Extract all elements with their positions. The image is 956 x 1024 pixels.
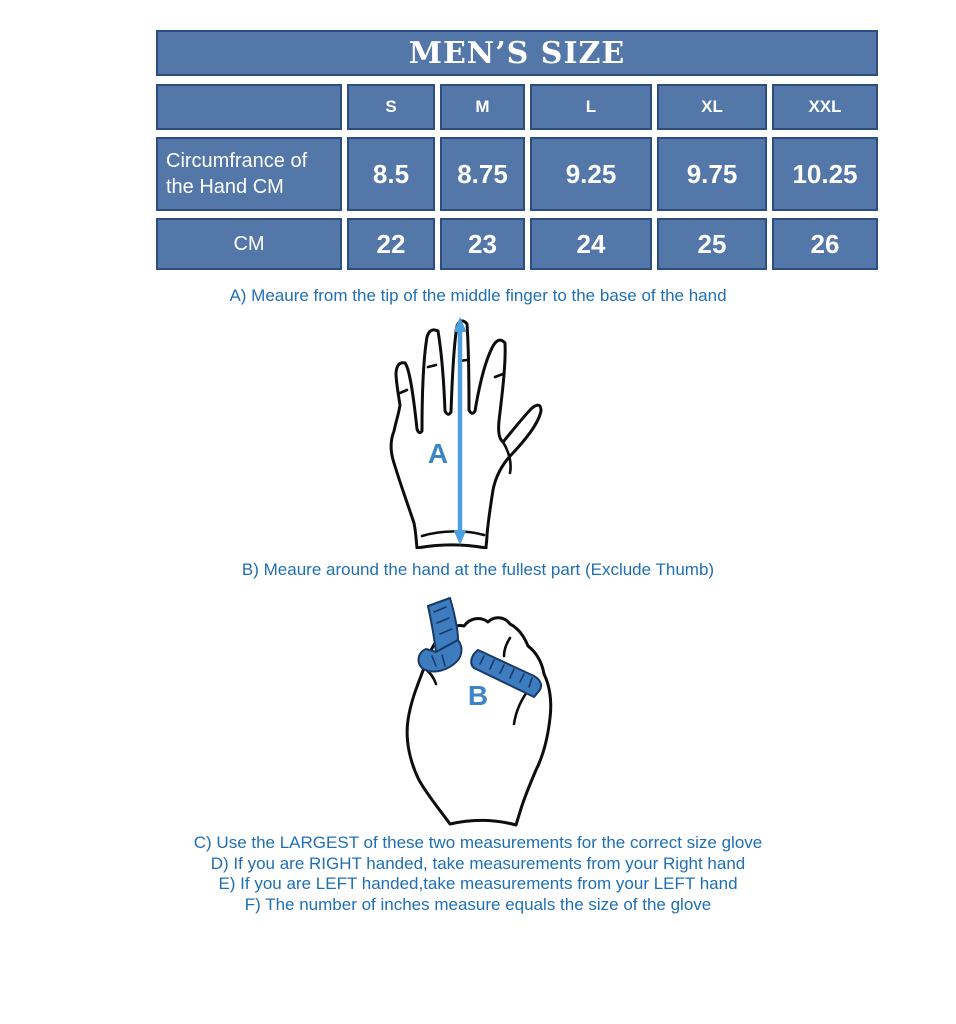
instruction-notes [0,833,956,915]
circumference-xxl: 10.25 [772,137,878,211]
size-col-s: S [347,84,435,130]
circumference-xl: 9.75 [657,137,767,211]
size-grid [156,84,878,270]
size-col-xl: XL [657,84,767,130]
cm-xxl: 26 [772,218,878,270]
instruction-f: F) The number of inches measure equals the size of the glove [244,894,712,914]
instruction-e: E) If you are LEFT handed,take measurements from your LEFT hand [218,874,738,894]
instruction-a: A) Meaure from the tip of the middle finger to the base of the hand [229,286,727,305]
cm-s: 22 [347,218,435,270]
figure-a-label: A [427,438,449,469]
hand-length-figure [372,313,564,549]
instruction-c: C) Use the LARGEST of these two measurements for the correct size glove [193,833,763,852]
open-hand-illustration [391,321,541,548]
circumference-s: 8.5 [347,137,435,211]
size-col-xxl: XXL [772,84,878,130]
size-col-l: L [530,84,652,130]
hand-circumference-figure [388,592,573,828]
cm-l: 24 [530,218,652,270]
row-label-circumference: Circumfrance of the Hand CM [156,137,342,211]
cm-xl: 25 [657,218,767,270]
instruction-b: B) Meaure around the hand at the fullest part (Exclude Thumb) [241,560,715,579]
instruction-d: D) If you are RIGHT handed, take measurements from your Right hand [210,853,746,873]
row-label-cm: CM [156,218,342,270]
circumference-m: 8.75 [440,137,525,211]
circumference-l: 9.25 [530,137,652,211]
table-title: MEN’S SIZE [156,30,878,76]
header-empty-cell [156,84,342,130]
size-col-m: M [440,84,525,130]
figure-b-label: B [467,680,489,711]
cm-m: 23 [440,218,525,270]
mens-size-table [156,30,878,270]
